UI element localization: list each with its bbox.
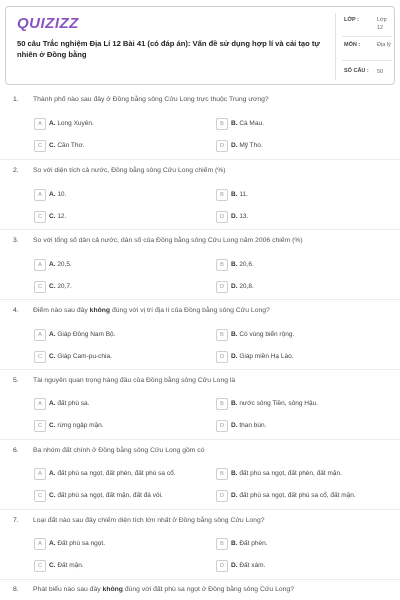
option-letter-box: B — [216, 468, 228, 480]
option-letter-box: C — [34, 140, 46, 152]
option-text: rừng ngập mặn. — [57, 421, 104, 429]
question-number: 5. — [13, 377, 19, 384]
option-key: D. — [231, 352, 238, 360]
option-letter-box: D — [216, 211, 228, 223]
option-key: B. — [231, 469, 238, 477]
option-text: Long Xuyên. — [57, 119, 94, 127]
option-text: 11. — [239, 190, 248, 198]
question-number: 4. — [13, 307, 19, 314]
question-divider — [0, 369, 400, 370]
option-key: A. — [49, 399, 56, 407]
option-letter-box: B — [216, 538, 228, 550]
question-emphasis: không — [89, 307, 111, 314]
option-letter-box: A — [34, 189, 46, 201]
option-letter-box: B — [216, 118, 228, 130]
option-text: 12. — [57, 212, 67, 220]
option-text: Giáp Đông Nam Bộ. — [57, 330, 116, 338]
option-letter-box: A — [34, 259, 46, 271]
option-key: C. — [49, 141, 56, 149]
option-letter-box: A — [34, 468, 46, 480]
meta-divider — [335, 13, 336, 80]
option-letter-box: C — [34, 560, 46, 572]
option-text: đất phù sa ngọt, đất phèn, đất mặn. — [239, 469, 342, 477]
option-text: đất phù sa. — [57, 399, 90, 407]
option-key: B. — [231, 119, 238, 127]
option-key: D. — [231, 141, 238, 149]
option-key: B. — [231, 330, 238, 338]
option-key: C. — [49, 212, 56, 220]
option-letter-box: B — [216, 329, 228, 341]
question-divider — [0, 509, 400, 510]
option-key: D. — [231, 491, 238, 499]
question-text: Điểm nào sau đây không đúng với vị trí địa lí của Đồng bằng sông Cửu Long? — [33, 307, 270, 314]
worksheet-title: 50 câu Trắc nghiệm Địa Lí 12 Bài 41 (có đáp án): Vấn đề sử dụng hợp lí và cải tạo tự nhiên ở Đồng bằng — [17, 39, 320, 59]
option-text: Có vùng biển rộng. — [239, 330, 295, 338]
question-text: Loại đất nào sau đây chiếm diện tích lớn nhất ở Đồng bằng sông Cửu Long? — [33, 517, 265, 524]
option-text: 20,6. — [239, 260, 254, 268]
option-key: A. — [49, 190, 56, 198]
option-letter-box: D — [216, 140, 228, 152]
option-text: than bùn. — [239, 421, 267, 429]
question-text: So với diện tích cả nước, Đồng bằng sông Cửu Long chiếm (%) — [33, 167, 226, 174]
option-key: C. — [49, 282, 56, 290]
option-text: nước sông Tiền, sông Hậu. — [239, 399, 319, 407]
question-text: Tài nguyên quan trọng hàng đầu của Đồng bằng sông Cửu Long là — [33, 377, 236, 384]
option-key: B. — [231, 539, 238, 547]
option-letter-box: C — [34, 211, 46, 223]
option-key: A. — [49, 260, 56, 268]
option-text: 20,7. — [57, 282, 72, 290]
option-key: B. — [231, 260, 238, 268]
question-divider — [0, 439, 400, 440]
option-key: D. — [231, 282, 238, 290]
option-key: D. — [231, 421, 238, 429]
option-text: Đất phù sa ngọt. — [57, 539, 106, 547]
meta-separator — [342, 36, 392, 37]
question-text: Phát biểu nào sau đây không đúng với đất phù sa ngọt ở Đồng bằng sông Cửu Long? — [33, 586, 294, 593]
quizizz-logo: QUIZIZZ — [17, 15, 79, 32]
option-text: đất phù sa ngọt, đất phèn, đất phù sa cổ. — [57, 469, 176, 477]
option-letter-box: B — [216, 259, 228, 271]
question-text: So với tổng số dân cả nước, dân số của Đồng bằng sông Cửu Long năm 2006 chiếm (%) — [33, 237, 303, 244]
class-label: LỚP : — [344, 17, 359, 23]
question-number: 7. — [13, 517, 19, 524]
question-number: 3. — [13, 237, 19, 244]
option-letter-box: D — [216, 281, 228, 293]
question-number: 2. — [13, 167, 19, 174]
count-label: SỐ CÂU : — [344, 68, 369, 74]
worksheet-header — [5, 6, 395, 85]
question-number: 1. — [13, 96, 19, 103]
question-text: Ba nhóm đất chính ở Đồng bằng sông Cửu Long gồm có — [33, 447, 205, 454]
question-text: Thành phố nào sau đây ở Đồng bằng sông Cửu Long trực thuộc Trung ương? — [33, 96, 269, 103]
option-text: 20,5. — [57, 260, 72, 268]
option-text: Giáp miền Hạ Lào. — [239, 352, 294, 360]
question-divider — [0, 579, 400, 580]
option-text: Mỹ Tho. — [239, 141, 263, 149]
option-letter-box: A — [34, 538, 46, 550]
option-letter-box: A — [34, 118, 46, 130]
option-text: 20,8. — [239, 282, 254, 290]
option-letter-box: D — [216, 560, 228, 572]
meta-separator — [342, 60, 392, 61]
option-letter-box: D — [216, 490, 228, 502]
subject-value: Địa lý — [377, 42, 391, 48]
option-key: C. — [49, 352, 56, 360]
class-value: Lớp 12 — [377, 17, 387, 31]
option-letter-box: B — [216, 398, 228, 410]
option-letter-box: A — [34, 398, 46, 410]
option-letter-box: A — [34, 329, 46, 341]
option-key: A. — [49, 539, 56, 547]
option-text: Cần Thơ. — [57, 141, 85, 149]
subject-label: MÔN : — [344, 42, 361, 48]
option-letter-box: C — [34, 490, 46, 502]
option-key: A. — [49, 330, 56, 338]
option-text: Đất mặn. — [57, 561, 84, 569]
option-text: đất phù sa ngọt, đất phù sa cổ, đất mặn. — [239, 491, 356, 499]
option-key: B. — [231, 190, 238, 198]
option-key: C. — [49, 491, 56, 499]
option-text: 10. — [57, 190, 67, 198]
option-text: Giáp Cam-pu-chia. — [57, 352, 112, 360]
option-text: đất phù sa ngọt, đất mặn, đất đá vôi. — [57, 491, 163, 499]
option-letter-box: C — [34, 420, 46, 432]
question-emphasis: không — [102, 586, 123, 593]
option-letter-box: D — [216, 351, 228, 363]
option-text: Cà Mau. — [239, 119, 264, 127]
option-key: D. — [231, 561, 238, 569]
option-letter-box: C — [34, 351, 46, 363]
question-number: 8. — [13, 586, 19, 593]
count-value: 50 — [377, 69, 384, 75]
option-key: A. — [49, 469, 56, 477]
option-text: 13. — [239, 212, 249, 220]
option-key: C. — [49, 561, 56, 569]
question-divider — [0, 299, 400, 300]
option-key: C. — [49, 421, 56, 429]
question-divider — [0, 159, 400, 160]
question-divider — [0, 229, 400, 230]
option-key: A. — [49, 119, 56, 127]
option-text: Đất phèn. — [239, 539, 268, 547]
option-letter-box: C — [34, 281, 46, 293]
question-number: 6. — [13, 447, 19, 454]
option-key: D. — [231, 212, 238, 220]
option-letter-box: D — [216, 420, 228, 432]
option-letter-box: B — [216, 189, 228, 201]
option-text: Đất xám. — [239, 561, 266, 569]
option-key: B. — [231, 399, 238, 407]
